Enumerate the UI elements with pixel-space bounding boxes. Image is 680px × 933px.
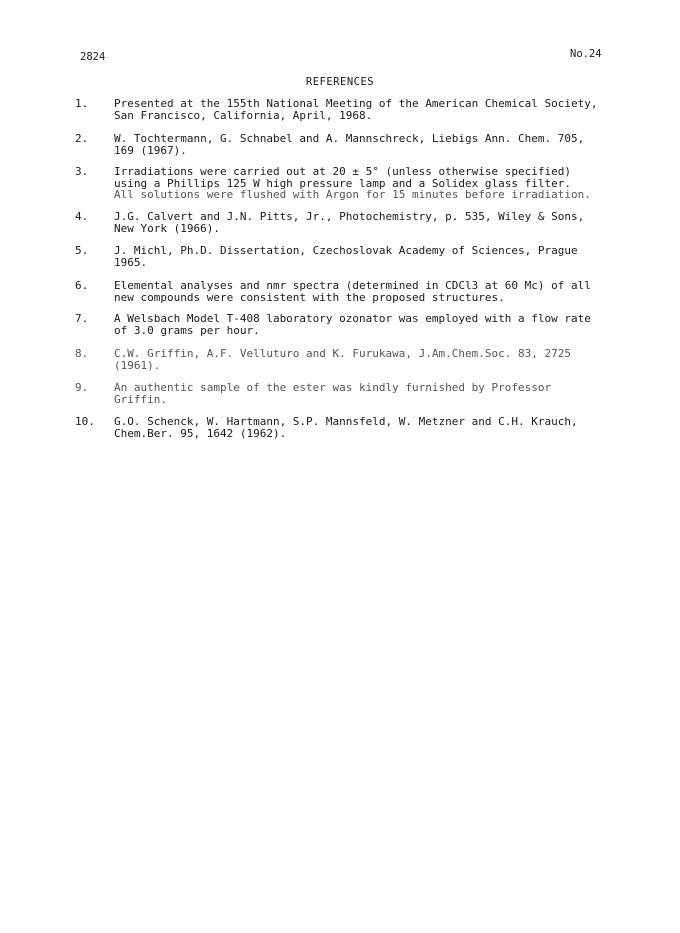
reference-line: G.O. Schenck, W. Hartmann, S.P. Mannsfeld, W. Metzner and C.H. Krauch, (114, 415, 578, 428)
reference-number: 9. (75, 381, 89, 394)
reference-line: new compounds were consistent with the proposed structures. (114, 290, 505, 304)
reference-number: 5. (75, 244, 89, 257)
reference-line: C.W. Griffin, A.F. Velluturo and K. Furukawa, J.Am.Chem.Soc. 83, 2725 (114, 347, 571, 360)
reference-line: W. Tochtermann, G. Schnabel and A. Mannschreck, Liebigs Ann. Chem. 705, (114, 132, 585, 145)
reference-number: 8. (75, 347, 89, 360)
reference-number: 7. (75, 312, 89, 325)
reference-number: 1. (75, 97, 89, 110)
references-title: REFERENCES (305, 76, 375, 88)
reference-line: All solutions were flushed with Argon for 15 minutes before irradiation. (114, 188, 591, 201)
reference-number: 4. (75, 210, 89, 223)
reference-text (114, 211, 614, 234)
reference-line: Chem.Ber. 95, 1642 (1962). (114, 426, 287, 440)
reference-line: Presented at the 155th National Meeting of the American Chemical Society, (114, 97, 598, 110)
reference-line: New York (1966). (114, 221, 220, 235)
reference-line: J.G. Calvert and J.N. Pitts, Jr., Photochemistry, p. 535, Wiley & Sons, (114, 210, 585, 223)
reference-text (114, 245, 614, 268)
reference-text (114, 348, 614, 371)
reference-text (114, 313, 614, 336)
reference-line: of 3.0 grams per hour. (114, 323, 260, 337)
journal-issue: No.24 (570, 48, 602, 60)
reference-line: using a Phillips 125 W high pressure lamp and a Solidex glass filter. (114, 176, 571, 190)
reference-line: Irradiations were carried out at 20 ± 5° (unless otherwise specified) (114, 165, 571, 178)
reference-text (114, 416, 614, 439)
reference-number: 2. (75, 132, 89, 145)
reference-number: 3. (75, 165, 89, 178)
reference-line: J. Michl, Ph.D. Dissertation, Czechoslovak Academy of Sciences, Prague (114, 244, 578, 257)
reference-line: San Francisco, California, April, 1968. (114, 108, 373, 122)
reference-number: 6. (75, 279, 89, 292)
reference-text (114, 133, 614, 156)
reference-line: A Welsbach Model T-408 laboratory ozonator was employed with a flow rate (114, 312, 591, 325)
reference-line: 1965. (114, 255, 148, 269)
reference-line: 169 (1967). (114, 143, 187, 157)
reference-number: 10. (75, 415, 95, 428)
reference-text (114, 382, 614, 405)
reference-text (114, 280, 614, 303)
reference-text (114, 166, 614, 201)
reference-text (114, 98, 614, 121)
reference-line: (1961). (114, 358, 161, 372)
reference-line: Griffin. (114, 392, 167, 406)
reference-line: An authentic sample of the ester was kindly furnished by Professor (114, 381, 552, 394)
page-number: 2824 (80, 51, 106, 63)
reference-line: Elemental analyses and nmr spectra (determined in CDCl3 at 60 Mc) of all (114, 279, 591, 292)
